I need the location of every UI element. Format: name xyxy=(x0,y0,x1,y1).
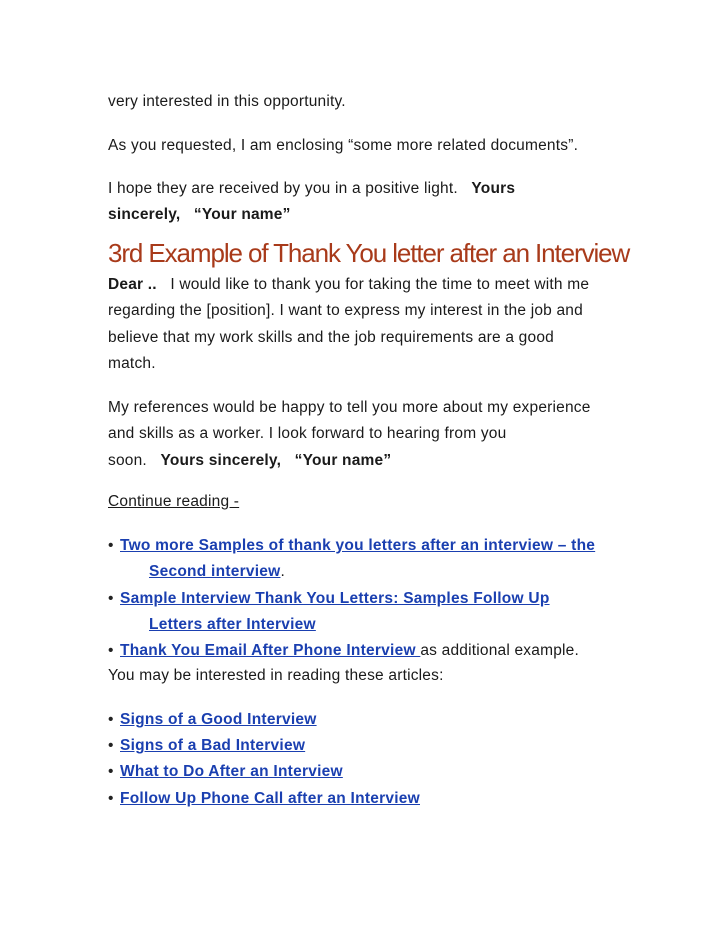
signature-name: “Your name” xyxy=(294,452,392,469)
example3-line-7 xyxy=(108,451,391,471)
signature-name: “Your name” xyxy=(193,206,291,223)
continue-item-2 xyxy=(108,589,550,609)
example3-line-4: match. xyxy=(108,355,156,372)
section-heading: 3rd Example of Thank You letter after an Interview xyxy=(108,238,630,268)
link-letters-after-interview[interactable]: Letters after Interview xyxy=(149,616,316,633)
example3-line-1 xyxy=(108,275,589,295)
continue-item-1-cont xyxy=(149,562,285,582)
text-span: As you requested, I am enclosing “some more related documents”. xyxy=(108,137,579,154)
example3-line-2: regarding the [position]. I want to express my interest in the job and xyxy=(108,302,583,319)
link-thank-you-email-phone[interactable]: Thank You Email After Phone Interview xyxy=(120,642,421,659)
closing-bold: sincerely, xyxy=(108,206,181,223)
related-intro: You may be interested in reading these articles: xyxy=(108,667,444,684)
link-second-interview[interactable]: Second interview xyxy=(149,563,281,580)
text-span: . xyxy=(280,563,285,580)
continue-item-3 xyxy=(108,641,579,661)
bullet: • xyxy=(108,763,114,780)
example3-line-5: My references would be happy to tell you more about my experience xyxy=(108,399,591,416)
bullet: • xyxy=(108,790,114,807)
link-signs-good-interview[interactable]: Signs of a Good Interview xyxy=(120,711,317,728)
closing-bold: Yours xyxy=(471,180,516,197)
link-signs-bad-interview[interactable]: Signs of a Bad Interview xyxy=(120,737,306,754)
bullet: • xyxy=(108,590,114,607)
bullet: • xyxy=(108,642,114,659)
link-sample-interview-thank-you[interactable]: Sample Interview Thank You Letters: Samples Follow Up xyxy=(120,590,550,607)
bullet: • xyxy=(108,537,114,554)
example3-line-3: believe that my work skills and the job requirements are a good xyxy=(108,329,554,346)
example3-line-6: and skills as a worker. I look forward to hearing from you xyxy=(108,425,507,442)
text-span: very interested in this opportunity. xyxy=(108,93,346,110)
closing-bold: Yours sincerely, xyxy=(160,452,282,469)
letter-closing-line-2 xyxy=(108,136,578,156)
related-item-4 xyxy=(108,789,420,809)
continue-item-2-cont xyxy=(149,615,316,635)
text-span: as additional example. xyxy=(420,642,579,659)
related-item-3 xyxy=(108,762,343,782)
text-span: soon. xyxy=(108,452,147,469)
salutation: Dear .. xyxy=(108,276,157,293)
related-item-2 xyxy=(108,736,305,756)
text-span: I hope they are received by you in a positive light. xyxy=(108,180,458,197)
letter-closing-line-1 xyxy=(108,92,346,112)
link-what-to-do-after[interactable]: What to Do After an Interview xyxy=(120,763,343,780)
bullet: • xyxy=(108,737,114,754)
bullet: • xyxy=(108,711,114,728)
continue-item-1 xyxy=(108,536,595,556)
continue-reading-label: Continue reading - xyxy=(108,493,240,510)
letter-closing-line-3 xyxy=(108,179,515,199)
letter-closing-line-4 xyxy=(108,205,291,225)
link-two-more-samples[interactable]: Two more Samples of thank you letters after an interview – the xyxy=(120,537,596,554)
related-item-1 xyxy=(108,710,317,730)
link-follow-up-phone-call[interactable]: Follow Up Phone Call after an Interview xyxy=(120,790,420,807)
text-span: I would like to thank you for taking the time to meet with me xyxy=(170,276,590,293)
